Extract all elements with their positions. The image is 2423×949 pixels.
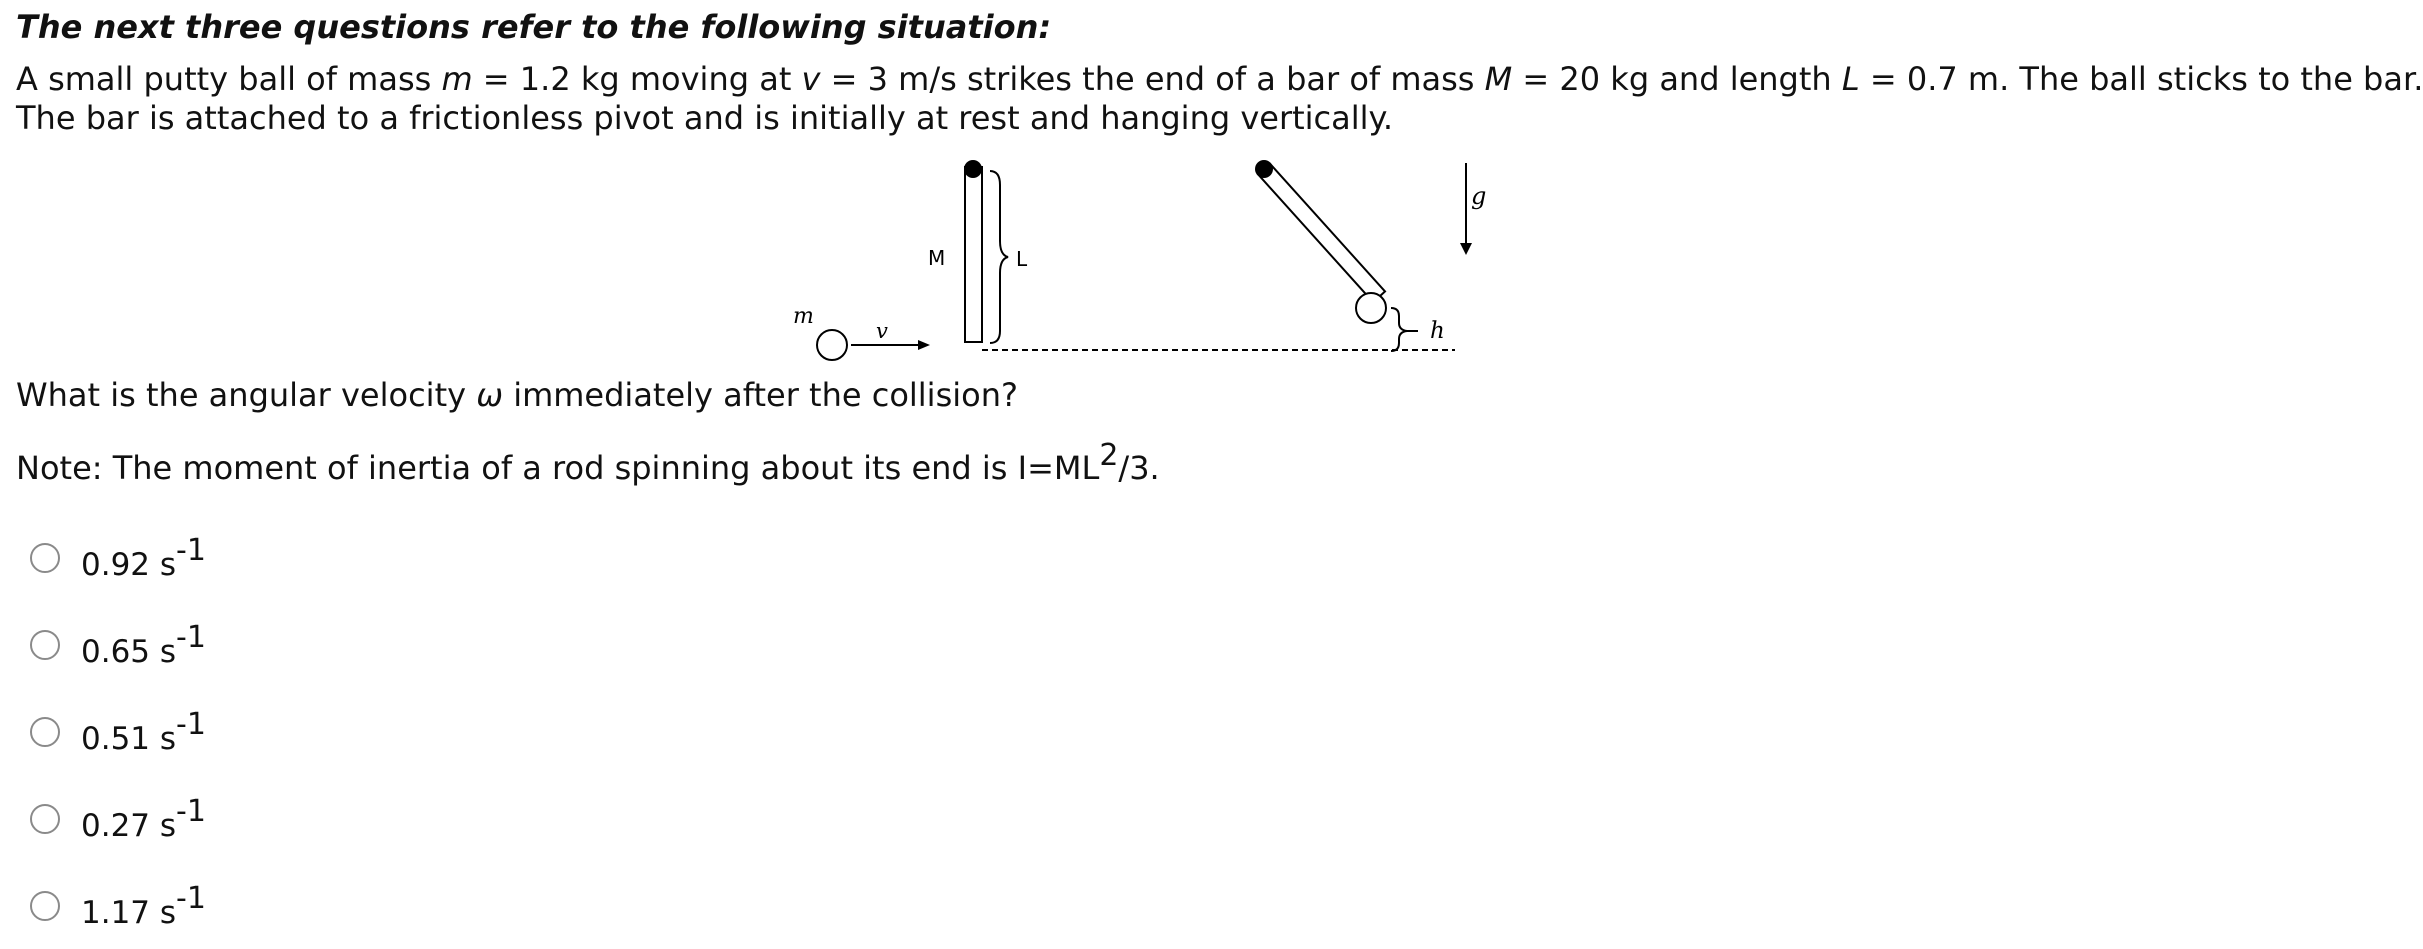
ball-on-bar	[1356, 293, 1386, 323]
note-text: Note: The moment of inertia of a rod spinning about its end is $I=ML^2/3$.	[16, 438, 1160, 487]
option-label: 1.17 $s^{-1}$	[81, 880, 206, 931]
vertical-bar	[965, 167, 982, 342]
label-L: L	[1016, 247, 1028, 271]
option-label: 0.51 $s^{-1}$	[81, 706, 206, 757]
answer-options	[30, 514, 206, 949]
gravity-arrowhead	[1460, 243, 1472, 255]
answer-option[interactable]	[30, 601, 206, 688]
putty-ball	[817, 330, 847, 360]
option-label: 0.65 $s^{-1}$	[81, 619, 206, 670]
situation-line-1: A small putty ball of mass m = 1.2 kg moving at v = 3 m/s strikes the end of a bar of mass M = 20 kg and length L = 0.7 m. The ball sticks to the bar.	[16, 60, 2423, 98]
label-g: g	[1471, 182, 1487, 210]
section-header: The next three questions refer to the following situation:	[16, 8, 1052, 46]
velocity-arrowhead	[918, 340, 930, 350]
radio-button[interactable]	[30, 717, 60, 747]
answer-option[interactable]	[30, 862, 206, 949]
option-label: 0.27 $s^{-1}$	[81, 793, 206, 844]
label-m: m	[793, 304, 814, 329]
question-text: What is the angular velocity ω immediately after the collision?	[16, 376, 1018, 414]
answer-option[interactable]	[30, 514, 206, 601]
physics-diagram	[0, 145, 2295, 375]
radio-button[interactable]	[30, 891, 60, 921]
height-brace	[1391, 308, 1407, 351]
answer-option[interactable]	[30, 775, 206, 862]
answer-option[interactable]	[30, 688, 206, 775]
pivot-dot-swung	[1255, 160, 1273, 178]
label-v: v	[876, 319, 888, 343]
radio-button[interactable]	[30, 543, 60, 573]
swung-bar	[1258, 164, 1385, 303]
pivot-dot-vertical	[964, 160, 982, 178]
label-M: M	[928, 246, 946, 270]
label-h: h	[1430, 318, 1445, 344]
situation-text	[16, 60, 2423, 138]
situation-line-2: The bar is attached to a frictionless pivot and is initially at rest and hanging vertically.	[16, 99, 1394, 137]
option-label: 0.92 $s^{-1}$	[81, 532, 206, 583]
radio-button[interactable]	[30, 630, 60, 660]
length-brace	[990, 171, 1008, 343]
radio-button[interactable]	[30, 804, 60, 834]
